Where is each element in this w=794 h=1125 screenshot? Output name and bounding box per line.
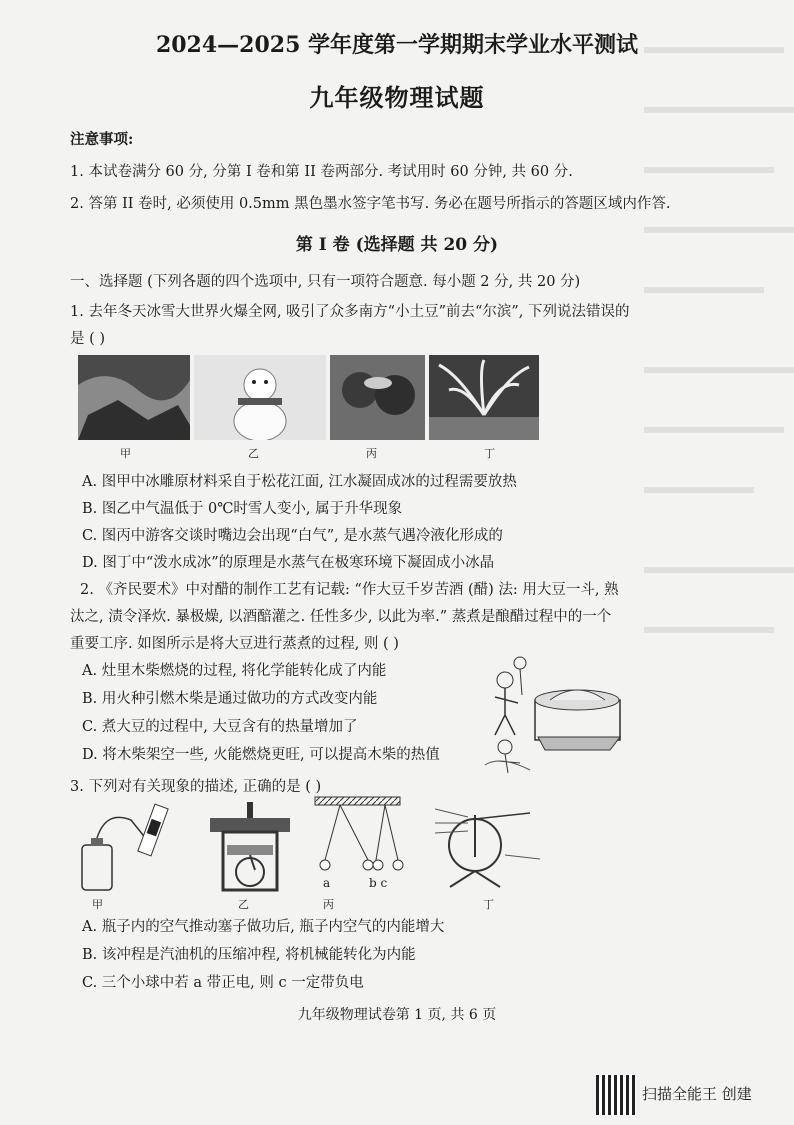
exam-subtitle: 九年级物理试题 (309, 83, 485, 112)
section-instruction: 一、选择题 (下列各题的四个选项中, 只有一项符合题意. 每小题 2 分, 共 20 分) (70, 274, 581, 290)
q1-photo-snowman (194, 355, 326, 440)
q1-label-ding: 丁 (484, 447, 495, 460)
q1-label-yi: 乙 (248, 447, 259, 460)
q1-photo-water-splash-ice (429, 355, 539, 440)
q3-label-jia: 甲 (92, 898, 103, 911)
q3-diagram-bottle-pump (76, 800, 176, 895)
note-item-2: 2. 答第 II 卷时, 必须使用 0.5mm 黑色墨水签字笔书写. 务必在题号所指示的答题区域内作答. (70, 196, 671, 212)
q3-option-c[interactable]: C. 三个小球中若 a 带正电, 则 c 一定带负电 (82, 975, 364, 991)
q2-stem-line1: 2. 《齐民要术》中对醋的制作工艺有记载: “作大豆千岁苦酒 (醋) 法: 用大豆一斗, 熟 (80, 582, 619, 598)
notes-label: 注意事项: (70, 131, 134, 148)
q1-option-c[interactable]: C. 图丙中游客交谈时嘴边会出现“白气”, 是水蒸气遇冷液化形成的 (82, 528, 503, 544)
q1-stem-line2: 是 ( ) (70, 331, 106, 347)
q1-stem-line1: 1. 去年冬天冰雪大世界火爆全网, 吸引了众多南方“小土豆”前去“尔滨”, 下列说法错误的 (70, 304, 630, 320)
note-item-1: 1. 本试卷满分 60 分, 分第 I 卷和第 II 卷两部分. 考试用时 60 分钟, 共 60 分. (70, 164, 573, 180)
q1-option-a[interactable]: A. 图甲中冰雕原材料采自于松花江面, 江水凝固成冰的过程需要放热 (82, 474, 517, 490)
q3-label-ding: 丁 (483, 898, 494, 911)
q2-option-c[interactable]: C. 煮大豆的过程中, 大豆含有的热量增加了 (82, 719, 358, 735)
q3-stem: 3. 下列对有关现象的描述, 正确的是 ( ) (70, 779, 322, 795)
q2-option-d[interactable]: D. 将木柴架空一些, 火能燃烧更旺, 可以提高木柴的热值 (82, 747, 440, 763)
q3-diagram-electroscope (430, 795, 545, 895)
scanner-watermark: 扫描全能王 创建 (642, 1085, 752, 1103)
page-footer: 九年级物理试卷第 1 页, 共 6 页 (297, 1007, 497, 1023)
q1-label-jia: 甲 (120, 447, 131, 460)
q2-stem-line3: 重要工序. 如图所示是将大豆进行蒸煮的过程, 则 ( ) (70, 636, 399, 652)
q3-diagram-engine-stroke (205, 800, 295, 895)
q2-option-a[interactable]: A. 灶里木柴燃烧的过程, 将化学能转化成了内能 (82, 663, 387, 679)
q1-option-d[interactable]: D. 图丁中“泼水成冰”的原理是水蒸气在极寒环境下凝固成小冰晶 (82, 555, 495, 571)
q3-option-b[interactable]: B. 该冲程是汽油机的压缩冲程, 将机械能转化为内能 (82, 947, 416, 963)
q1-option-b[interactable]: B. 图乙中气温低于 0℃时雪人变小, 属于升华现象 (82, 501, 403, 517)
q1-photo-ice-sculpture (78, 355, 190, 440)
q3-ball-label-bc: b c (369, 876, 388, 890)
bleed-through-ghost (644, 30, 794, 750)
q1-label-bing: 丙 (366, 447, 377, 460)
exam-title: 2024—2025 学年度第一学期期末学业水平测试 (155, 32, 639, 58)
q2-stem-line2: 汰之, 渍令泽炊. 暴极燥, 以酒醅灌之. 任性多少, 以此为率.” 蒸煮是酿醋过程中的一个 (70, 609, 612, 625)
q3-label-bing: 丙 (323, 898, 334, 911)
q3-ball-label-a: a (323, 876, 331, 890)
q3-option-a[interactable]: A. 瓶子内的空气推动塞子做功后, 瓶子内空气的内能增大 (82, 919, 445, 935)
qr-code-icon (596, 1075, 636, 1115)
q2-illustration-cooking-soybeans (480, 655, 630, 780)
q1-photo-visitors-breath (330, 355, 425, 440)
q2-option-b[interactable]: B. 用火种引燃木柴是通过做功的方式改变内能 (82, 691, 378, 707)
q3-label-yi: 乙 (238, 898, 249, 911)
section-title: 第 I 卷 (选择题 共 20 分) (295, 235, 499, 255)
